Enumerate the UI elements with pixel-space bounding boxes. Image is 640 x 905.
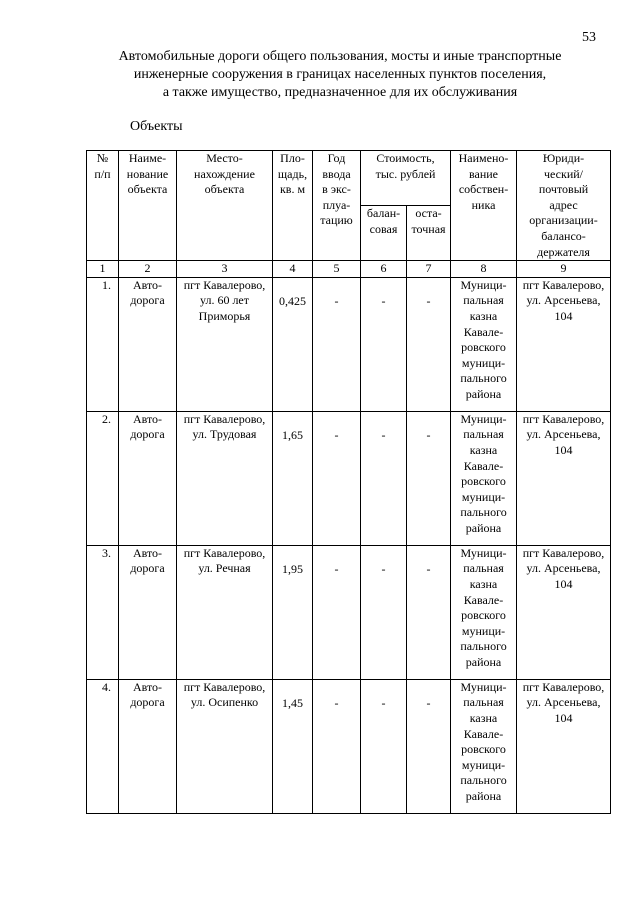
header-year: Год ввода в экс- плуа- тацию	[313, 151, 361, 261]
section-heading: Объекты	[130, 119, 183, 134]
page-number: 53	[582, 30, 596, 45]
header-address: Юриди- ческий/ почтовый адрес организации- балансо- держателя	[517, 151, 611, 261]
header-row	[87, 151, 611, 206]
row-cost-residual: -	[407, 679, 451, 813]
row-location: пгт Кавалерово, ул. 60 лет Приморья	[177, 277, 273, 411]
row-name: Авто- дорога	[119, 679, 177, 813]
row-year: -	[313, 277, 361, 411]
header-area: Пло- щадь, кв. м	[273, 151, 313, 261]
row-area: 0,425	[273, 277, 313, 411]
column-number: 8	[451, 261, 517, 278]
header-name: Наиме- нование объекта	[119, 151, 177, 261]
column-number-row	[87, 261, 611, 278]
document-title: Автомобильные дороги общего пользования, мосты и иные транспортные инженерные сооружения в границах населенных пунктов поселения, а также имущество, предназначенное для их обслуживания	[118, 49, 562, 100]
column-number: 3	[177, 261, 273, 278]
row-address: пгт Кавалерово, ул. Арсеньева, 104	[517, 545, 611, 679]
row-name: Авто- дорога	[119, 545, 177, 679]
header-cost-balance: балан- совая	[361, 206, 407, 261]
row-address: пгт Кавалерово, ул. Арсеньева, 104	[517, 411, 611, 545]
header-cost-residual: оста- точная	[407, 206, 451, 261]
row-owner: Муници- пальная казна Кавале- ровского муници- пального района	[451, 545, 517, 679]
row-area: 1,45	[273, 679, 313, 813]
column-number: 5	[313, 261, 361, 278]
column-number: 7	[407, 261, 451, 278]
row-location: пгт Кавалерово, ул. Осипенко	[177, 679, 273, 813]
row-address: пгт Кавалерово, ул. Арсеньева, 104	[517, 277, 611, 411]
row-cost-residual: -	[407, 277, 451, 411]
row-cost-balance: -	[361, 545, 407, 679]
row-location: пгт Кавалерово, ул. Речная	[177, 545, 273, 679]
row-cost-residual: -	[407, 545, 451, 679]
column-number: 1	[87, 261, 119, 278]
row-area: 1,95	[273, 545, 313, 679]
table-row	[87, 411, 611, 545]
table-row	[87, 679, 611, 813]
row-num: 1.	[87, 277, 119, 411]
row-owner: Муници- пальная казна Кавале- ровского муници- пального района	[451, 411, 517, 545]
header-owner: Наимено- вание собствен- ника	[451, 151, 517, 261]
row-num: 2.	[87, 411, 119, 545]
row-name: Авто- дорога	[119, 411, 177, 545]
row-name: Авто- дорога	[119, 277, 177, 411]
row-cost-balance: -	[361, 679, 407, 813]
header-cost-group: Стоимость, тыс. рублей	[361, 151, 451, 206]
objects-table	[86, 150, 611, 814]
row-owner: Муници- пальная казна Кавале- ровского муници- пального района	[451, 679, 517, 813]
header-num: № п/п	[87, 151, 119, 261]
row-location: пгт Кавалерово, ул. Трудовая	[177, 411, 273, 545]
table-row	[87, 277, 611, 411]
row-year: -	[313, 411, 361, 545]
column-number: 4	[273, 261, 313, 278]
row-owner: Муници- пальная казна Кавале- ровского муници- пального района	[451, 277, 517, 411]
header-location: Место- нахождение объекта	[177, 151, 273, 261]
row-year: -	[313, 679, 361, 813]
row-address: пгт Кавалерово, ул. Арсеньева, 104	[517, 679, 611, 813]
row-cost-residual: -	[407, 411, 451, 545]
row-area: 1,65	[273, 411, 313, 545]
table-row	[87, 545, 611, 679]
row-cost-balance: -	[361, 411, 407, 545]
column-number: 6	[361, 261, 407, 278]
row-year: -	[313, 545, 361, 679]
row-num: 4.	[87, 679, 119, 813]
column-number: 9	[517, 261, 611, 278]
row-num: 3.	[87, 545, 119, 679]
column-number: 2	[119, 261, 177, 278]
row-cost-balance: -	[361, 277, 407, 411]
